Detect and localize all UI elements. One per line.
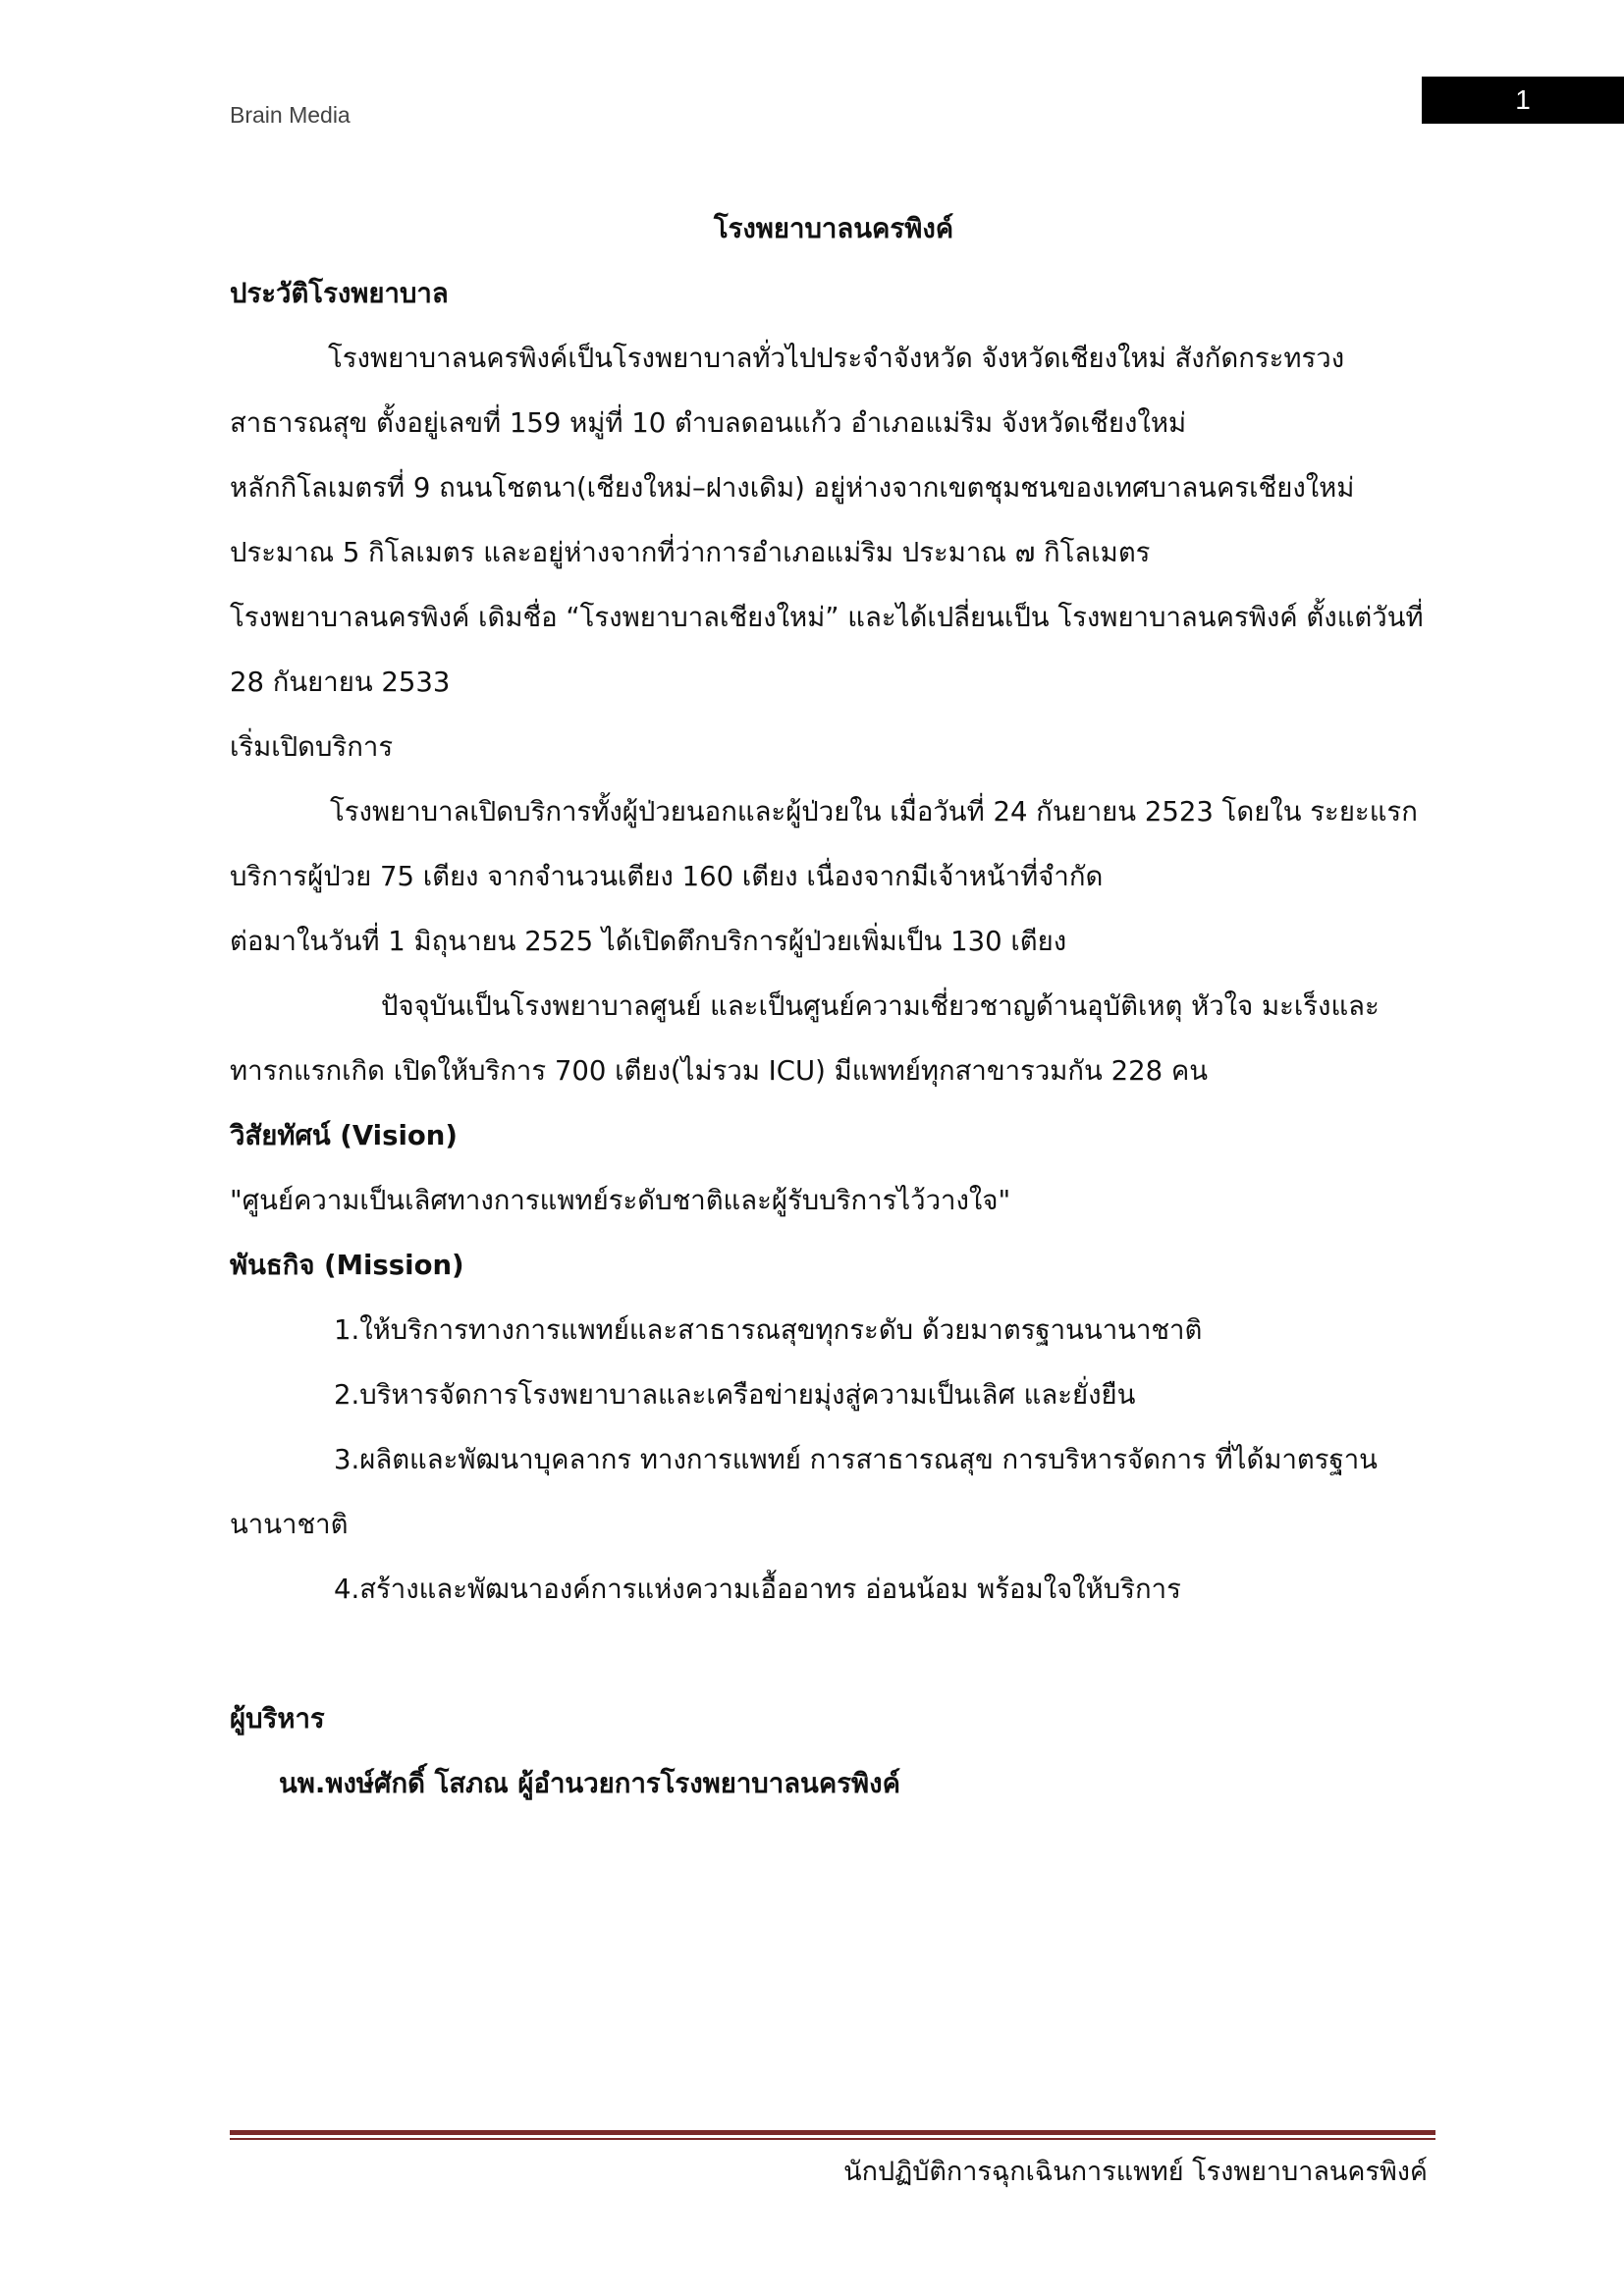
mission-item-2: 2.บริหารจัดการโรงพยาบาลและเครือข่ายมุ่งสู่ความเป็นเลิศ และยั่งยืน (334, 1379, 1136, 1411)
service-line-2: บริการผู้ป่วย 75 เตียง จากจำนวนเตียง 160 เตียง เนื่องจากมีเจ้าหน้าที่จำกัด (230, 861, 1104, 892)
admin-heading: ผู้บริหาร (230, 1703, 325, 1735)
mission-heading: พันธกิจ (Mission) (230, 1250, 464, 1281)
service-start-label: เริ่มเปิดบริการ (230, 731, 394, 763)
history-line-2: สาธารณสุข ตั้งอยู่เลขที่ 159 หมู่ที่ 10 ตำบลดอนแก้ว อำเภอแม่ริม จังหวัดเชียงใหม่ (230, 407, 1187, 439)
service-line-1: โรงพยาบาลเปิดบริการทั้งผู้ป่วยนอกและผู้ป่วยใน เมื่อวันที่ 24 กันยายน 2523 โดยใน ระยะแรก (330, 796, 1418, 828)
publisher-label: Brain Media (230, 102, 351, 128)
mission-item-1: 1.ให้บริการทางการแพทย์และสาธารณสุขทุกระดับ ด้วยมาตรฐานนานาชาติ (334, 1314, 1203, 1346)
history-line-6: 28 กันยายน 2533 (230, 667, 451, 698)
document-title: โรงพยาบาลนครพิงค์ (713, 213, 954, 244)
footer-rule-thin (230, 2138, 1435, 2140)
document-body (230, 196, 1437, 1816)
current-line-1: ปัจจุบันเป็นโรงพยาบาลศูนย์ และเป็นศูนย์ความเชี่ยวชาญด้านอุบัติเหตุ หัวใจ มะเร็งและ (381, 990, 1380, 1022)
vision-text: "ศูนย์ความเป็นเลิศทางการแพทย์ระดับชาติและผู้รับบริการไว้วางใจ" (230, 1185, 1011, 1216)
history-heading: ประวัติโรงพยาบาล (230, 278, 449, 309)
admin-director: นพ.พงษ์ศักดิ์ โสภณ ผู้อำนวยการโรงพยาบาลนครพิงค์ (279, 1768, 900, 1799)
current-line-2: ทารกแรกเกิด เปิดให้บริการ 700 เตียง(ไม่รวม ICU) มีแพทย์ทุกสาขารวมกัน 228 คน (230, 1055, 1209, 1087)
page-number-badge: 1 (1422, 77, 1624, 124)
service-line-3: ต่อมาในวันที่ 1 มิถุนายน 2525 ได้เปิดตึกบริการผู้ป่วยเพิ่มเป็น 130 เตียง (230, 926, 1067, 957)
footer-rule (230, 2130, 1435, 2135)
history-line-3: หลักกิโลเมตรที่ 9 ถนนโชตนา(เชียงใหม่–ฝางเดิม) อยู่ห่างจากเขตชุมชนของเทศบาลนครเชียงใหม่ (230, 472, 1355, 504)
footer-text: นักปฏิบัติการฉุกเฉินการแพทย์ โรงพยาบาลนครพิงค์ (843, 2157, 1428, 2187)
section-spacer (230, 1622, 1437, 1686)
mission-item-3-continuation: นานาชาติ (230, 1509, 349, 1540)
vision-heading: วิสัยทัศน์ (Vision) (230, 1120, 458, 1151)
mission-item-4: 4.สร้างและพัฒนาองค์การแห่งความเอื้ออาทร อ่อนน้อม พร้อมใจให้บริการ (334, 1574, 1181, 1605)
history-line-1: โรงพยาบาลนครพิงค์เป็นโรงพยาบาลทั่วไปประจำจังหวัด จังหวัดเชียงใหม่ สังกัดกระทรวง (328, 343, 1345, 374)
mission-item-3: 3.ผลิตและพัฒนาบุคลากร ทางการแพทย์ การสาธารณสุข การบริหารจัดการ ที่ได้มาตรฐาน (334, 1444, 1378, 1475)
history-line-4: ประมาณ 5 กิโลเมตร และอยู่ห่างจากที่ว่าการอำเภอแม่ริม ประมาณ ๗ กิโลเมตร (230, 537, 1151, 568)
history-line-5: โรงพยาบาลนครพิงค์ เดิมชื่อ “โรงพยาบาลเชียงใหม่” และได้เปลี่ยนเป็น โรงพยาบาลนครพิงค์ ตั้งแต่วันที่ (230, 602, 1424, 633)
